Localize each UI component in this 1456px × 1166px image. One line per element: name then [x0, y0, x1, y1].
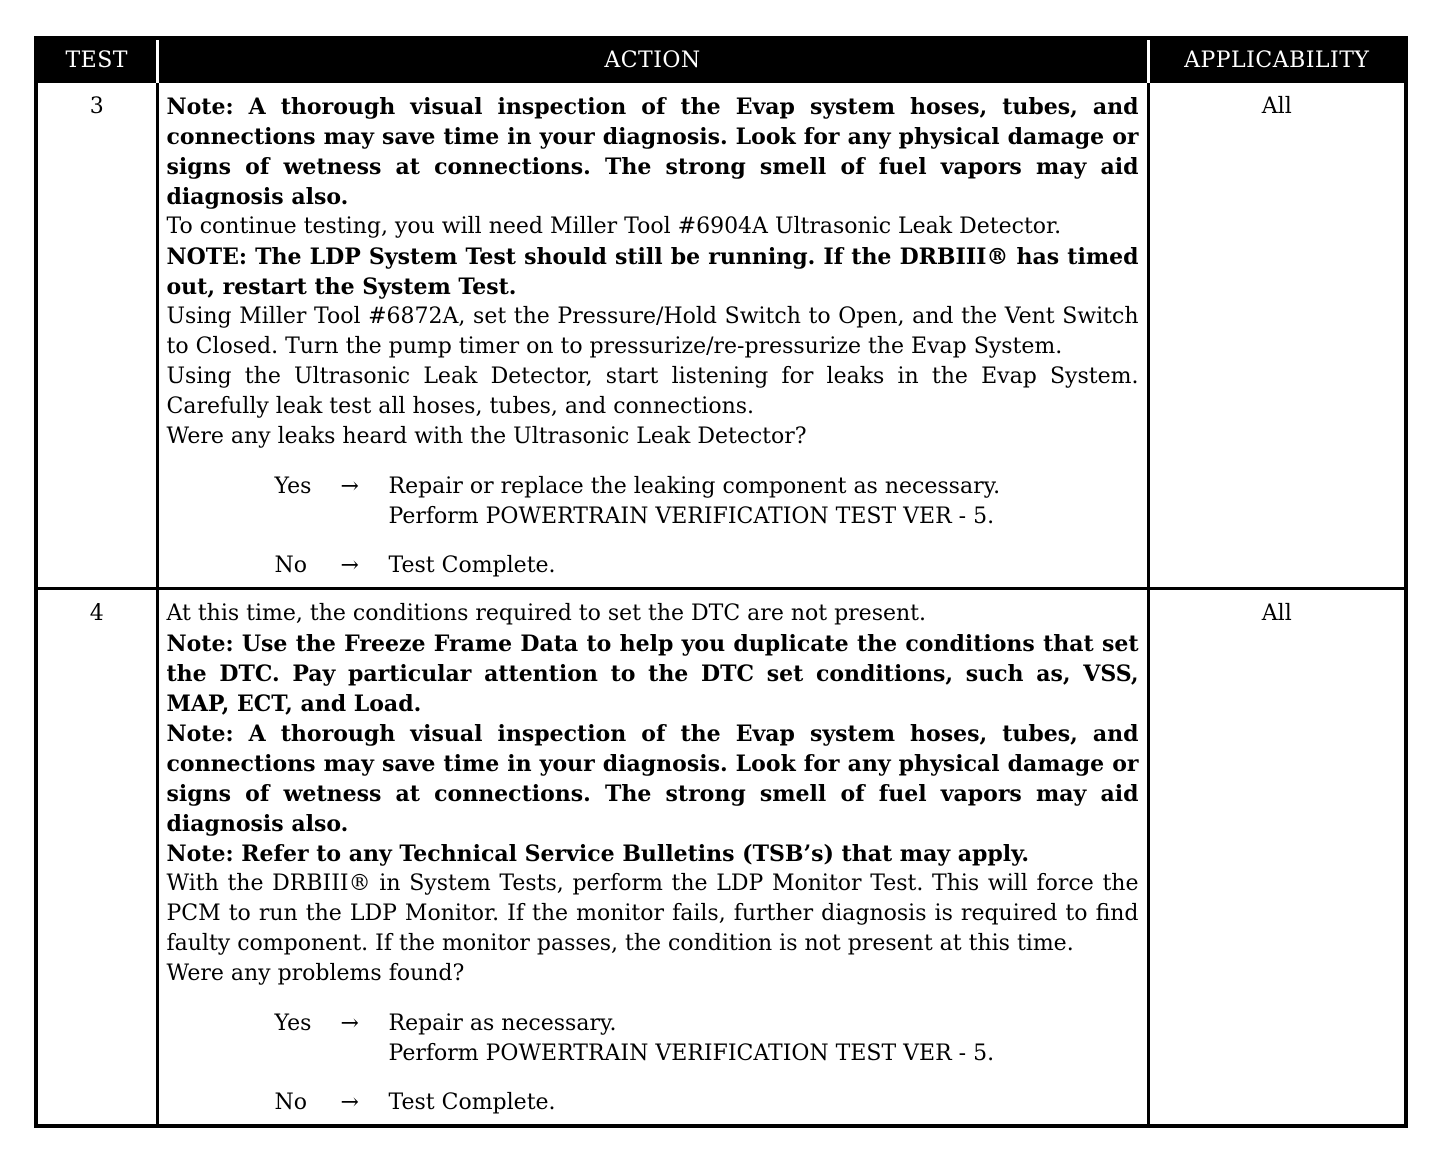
answer-text [389, 551, 1139, 581]
test-number-cell: 3 [36, 82, 157, 589]
table-row [36, 589, 1406, 1127]
diagnostic-table [34, 36, 1408, 1128]
column-header-action: ACTION [157, 38, 1148, 82]
applicability-cell: All [1148, 82, 1406, 589]
answer-line: Perform POWERTRAIN VERIFICATION TEST VER - 5. [388, 1041, 995, 1066]
arrow-right-icon: → [340, 474, 359, 499]
answer-list [167, 472, 1139, 581]
action-note: Note: A thorough visual inspection of the Evap system hoses, tubes, and connections may save time in your diagnosis. Look for any physical damage or signs of wetness at connections. The strong smell of fuel vapors may aid diagnosis also. [166, 94, 1139, 210]
answer-line: Repair or replace the leaking component as necessary. [388, 474, 1001, 499]
action-text: With the DRBIII® in System Tests, perform the LDP Monitor Test. This will force the PCM to run the LDP Monitor. If the monitor fails, further diagnosis is required to find faulty component. If the monitor passes, the condition is not present at this time. [166, 871, 1139, 956]
action-text: To continue testing, you will need Miller Tool #6904A Ultrasonic Leak Detector. [166, 214, 1062, 239]
column-header-test: TEST [36, 38, 157, 82]
arrow-right-icon: → [340, 553, 359, 578]
answer-list [167, 1009, 1139, 1118]
action-question: Were any leaks heard with the Ultrasonic Leak Detector? [166, 424, 807, 449]
action-cell [157, 589, 1148, 1127]
action-note: Note: A thorough visual inspection of the Evap system hoses, tubes, and connections may save time in your diagnosis. Look for any physical damage or signs of wetness at connections. The strong smell of fuel vapors may aid diagnosis also. [166, 721, 1139, 837]
action-text: At this time, the conditions required to set the DTC are not present. [166, 601, 927, 626]
answer-label: Yes [274, 1011, 312, 1036]
arrow-right-icon: → [340, 1011, 359, 1036]
applicability-cell: All [1148, 589, 1406, 1127]
answer-label: No [274, 1090, 307, 1115]
answer-line: Test Complete. [388, 1090, 556, 1115]
answer-text [389, 1088, 1139, 1118]
answer-yes [167, 1009, 1139, 1069]
answer-line: Perform POWERTRAIN VERIFICATION TEST VER - 5. [388, 504, 995, 529]
answer-no [167, 1088, 1139, 1118]
answer-line: Test Complete. [388, 553, 556, 578]
table-row [36, 82, 1406, 589]
column-header-applicability: APPLICABILITY [1148, 38, 1406, 82]
action-text: Using Miller Tool #6872A, set the Pressure/Hold Switch to Open, and the Vent Switch to Closed. Turn the pump timer on to pressurize/re-pressurize the Evap System. [166, 304, 1139, 359]
answer-text [389, 1009, 1139, 1069]
action-note: Note: Use the Freeze Frame Data to help you duplicate the conditions that set the DTC. Pay particular attention to the DTC set conditions, such as, VSS, MAP, ECT, and Load. [166, 631, 1139, 717]
action-cell [157, 82, 1148, 589]
answer-line: Repair as necessary. [388, 1011, 617, 1036]
diagnostic-test-sheet [34, 36, 1404, 1128]
answer-label: No [274, 553, 307, 578]
answer-no [167, 551, 1139, 581]
answer-label: Yes [274, 474, 312, 499]
arrow-right-icon: → [340, 1090, 359, 1115]
action-question: Were any problems found? [166, 961, 465, 986]
action-note: Note: Refer to any Technical Service Bulletins (TSB’s) that may apply. [166, 841, 1030, 867]
answer-text [389, 472, 1139, 532]
test-number-cell: 4 [36, 589, 157, 1127]
table-header-row [36, 38, 1406, 82]
answer-yes [167, 472, 1139, 532]
action-text: Using the Ultrasonic Leak Detector, start listening for leaks in the Evap System. Carefully leak test all hoses, tubes, and connections. [166, 364, 1139, 419]
action-note: NOTE: The LDP System Test should still be running. If the DRBIII® has timed out, restart the System Test. [166, 244, 1139, 300]
